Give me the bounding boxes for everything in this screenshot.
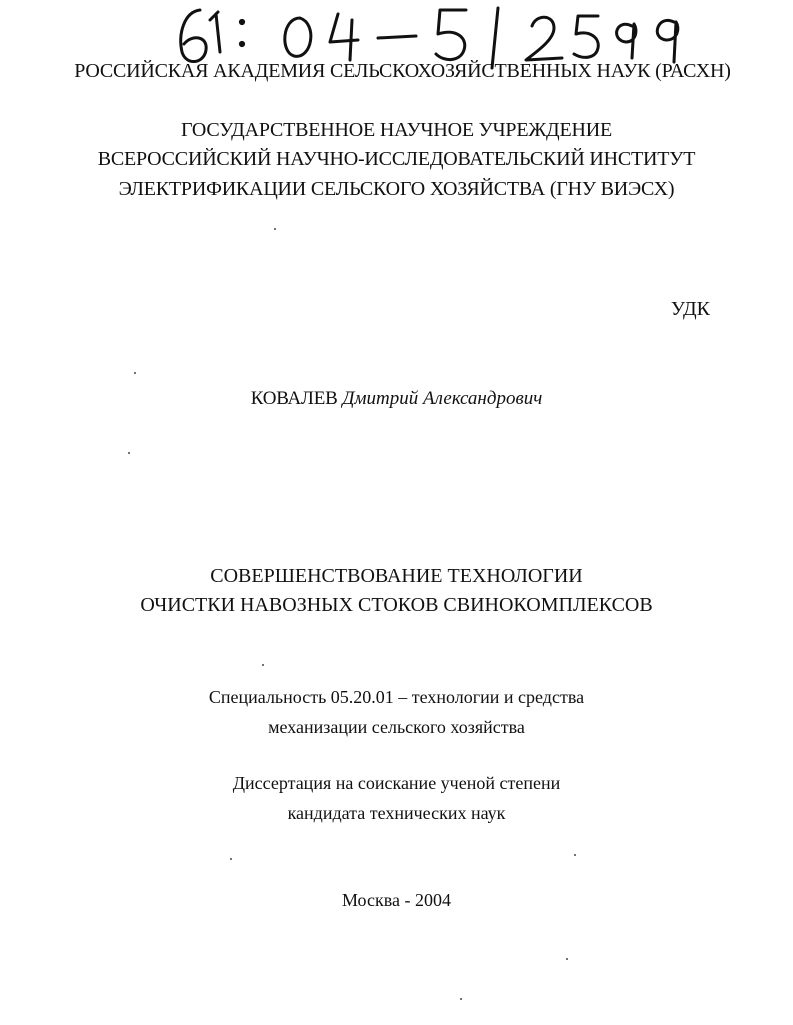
scan-speck bbox=[134, 372, 136, 374]
author-name bbox=[0, 388, 793, 410]
institution-name-line2: ЭЛЕКТРИФИКАЦИИ СЕЛЬСКОГО ХОЗЯЙСТВА (ГНУ ВИЭСХ) bbox=[118, 178, 675, 200]
scan-speck bbox=[566, 958, 568, 960]
scan-speck bbox=[262, 664, 264, 666]
institution-name-line1: ВСЕРОССИЙСКИЙ НАУЧНО-ИССЛЕДОВАТЕЛЬСКИЙ ИНСТИТУТ bbox=[97, 148, 696, 170]
specialty-line2: механизации сельского хозяйства bbox=[268, 717, 525, 737]
specialty-line1: Специальность 05.20.01 – технологии и средства bbox=[208, 687, 585, 707]
scan-speck bbox=[460, 998, 462, 1000]
author-surname: КОВАЛЕВ bbox=[250, 388, 338, 409]
scan-speck bbox=[128, 452, 130, 454]
scan-speck bbox=[574, 854, 576, 856]
institution-type: ГОСУДАРСТВЕННОЕ НАУЧНОЕ УЧРЕЖДЕНИЕ bbox=[180, 119, 613, 141]
dissertation-line2: кандидата технических наук bbox=[287, 803, 506, 823]
author-given-names: Дмитрий Александрович bbox=[342, 388, 543, 409]
scan-speck bbox=[230, 858, 232, 860]
thesis-title-line1: СОВЕРШЕНСТВОВАНИЕ ТЕХНОЛОГИИ bbox=[210, 565, 583, 587]
scan-speck bbox=[274, 228, 276, 230]
dissertation-line1: Диссертация на соискание ученой степени bbox=[232, 773, 561, 793]
udk-label: УДК bbox=[670, 298, 710, 320]
city-year: Москва - 2004 bbox=[342, 890, 451, 910]
thesis-title-line2: ОЧИСТКИ НАВОЗНЫХ СТОКОВ СВИНОКОМПЛЕКСОВ bbox=[140, 594, 653, 616]
academy-name: РОССИЙСКАЯ АКАДЕМИЯ СЕЛЬСКОХОЗЯЙСТВЕННЫХ НАУК (РАСХН) bbox=[74, 60, 731, 82]
